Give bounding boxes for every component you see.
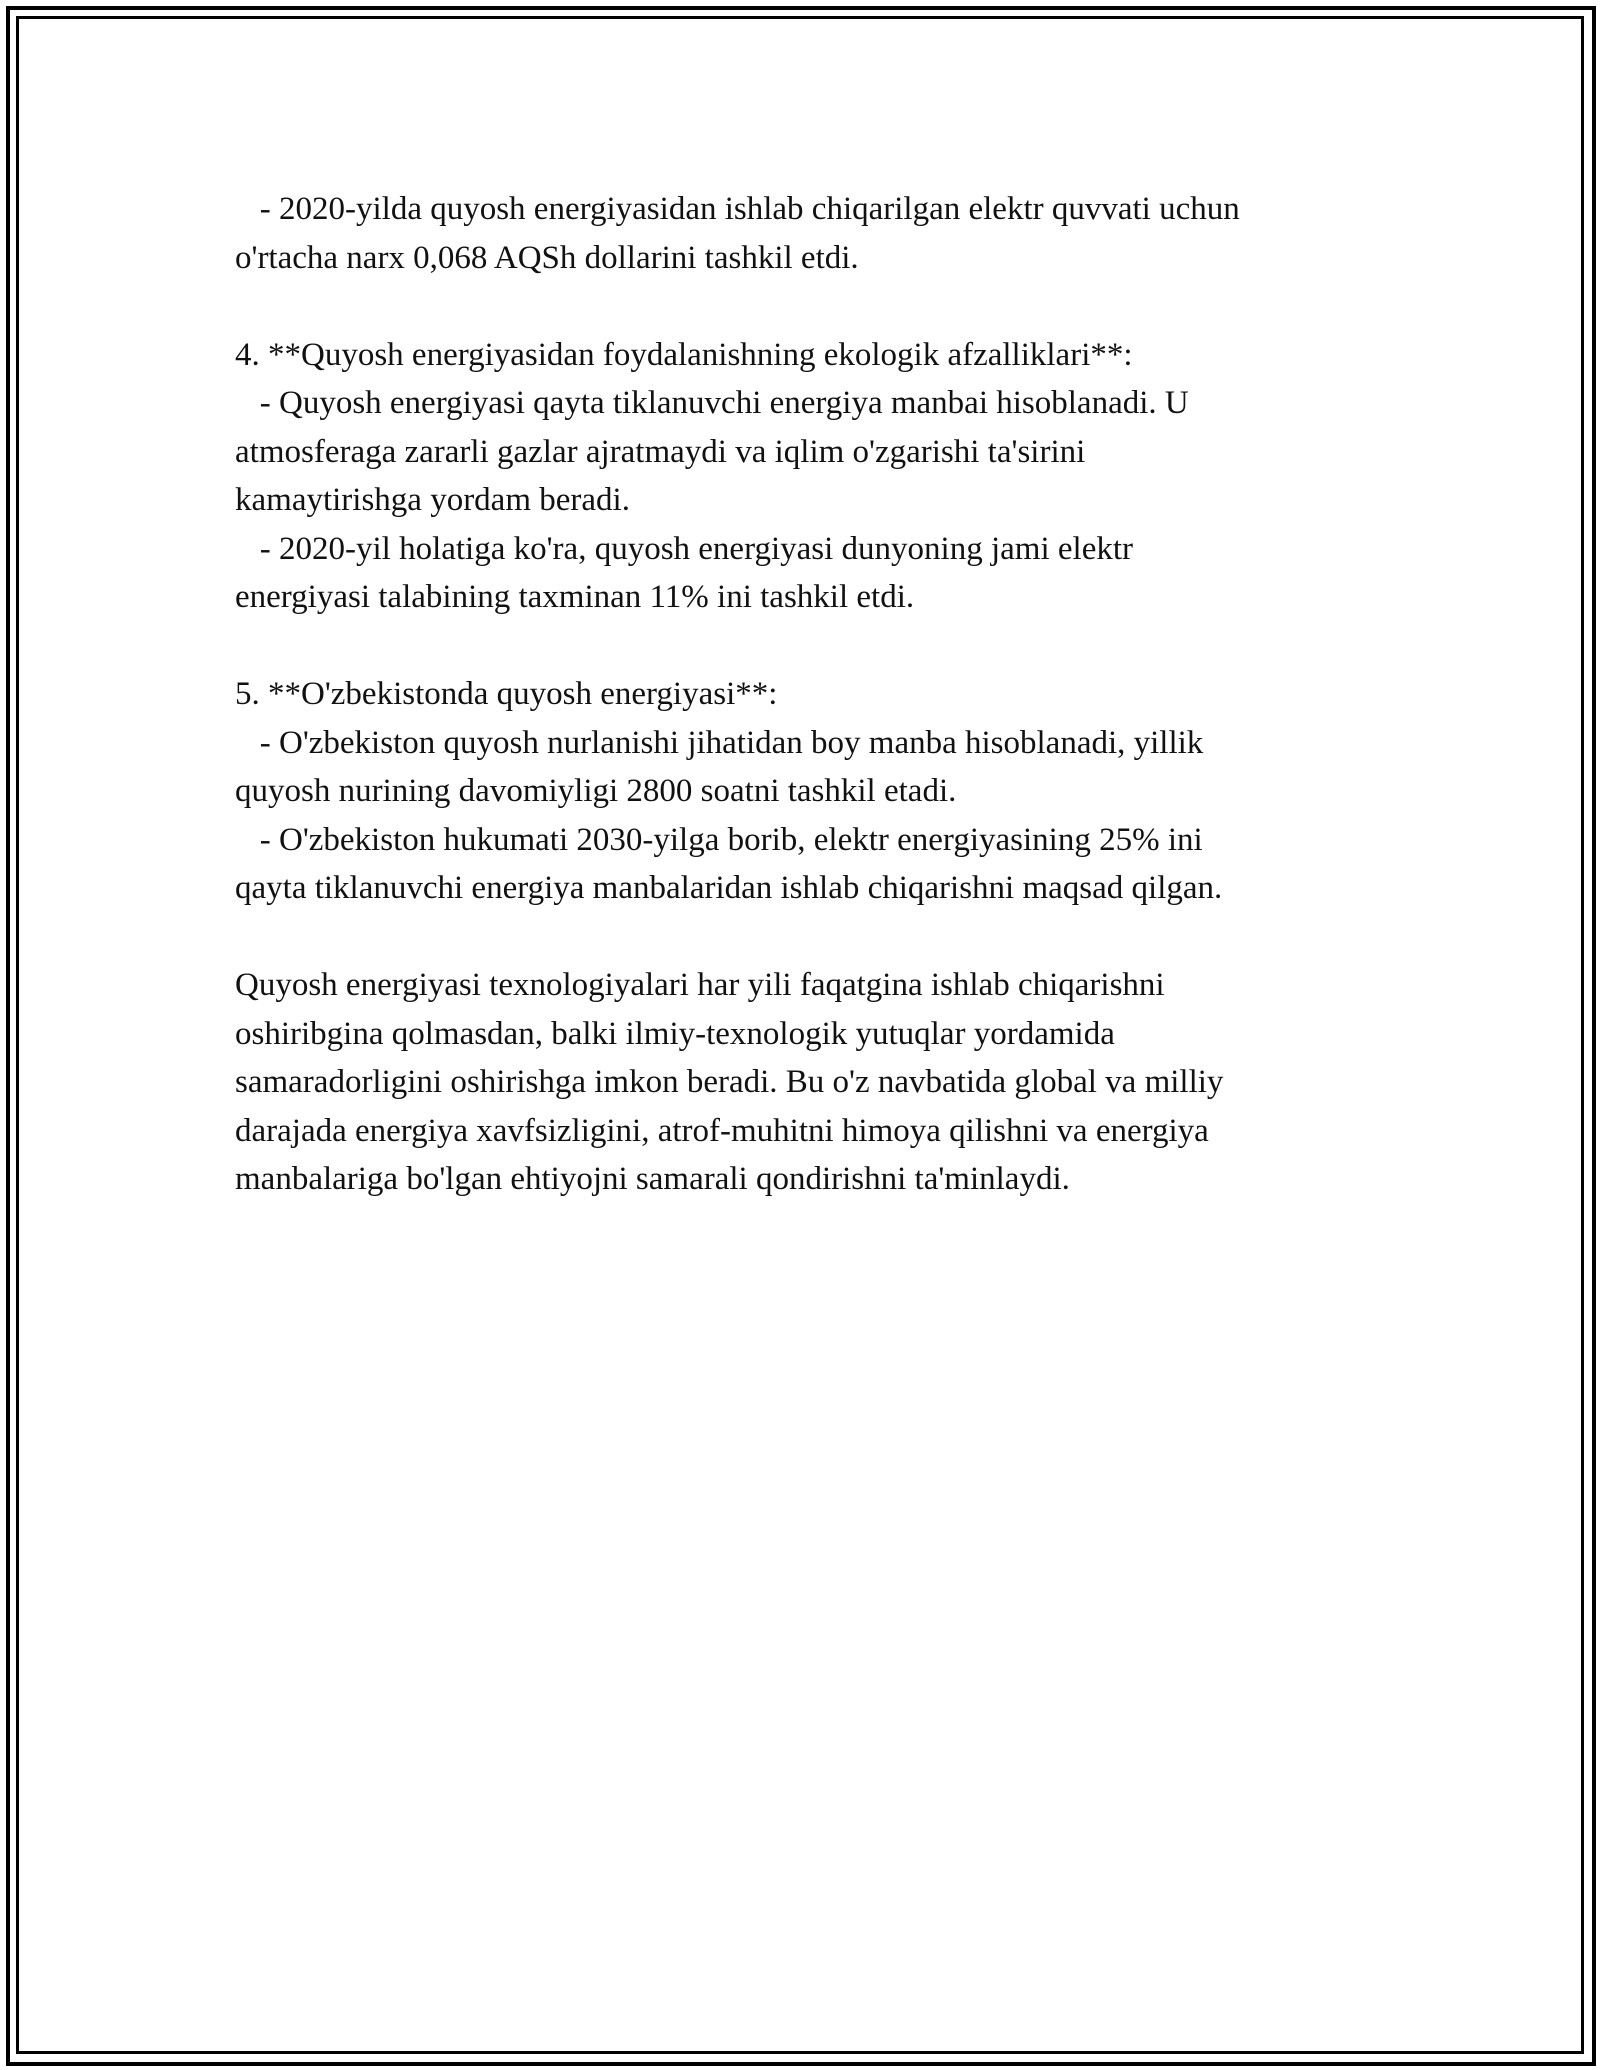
- text-line: darajada energiya xavfsizligini, atrof-muhitni himoya qilishni va energiya: [235, 1112, 1209, 1149]
- section-heading: 4. **Quyosh energiyasidan foydalanishning ekologik afzalliklari**:: [235, 336, 1133, 373]
- text-line: - O'zbekiston hukumati 2030-yilga borib, elektr energiyasining 25% ini: [235, 821, 1203, 858]
- section-heading: 5. **O'zbekistonda quyosh energiyasi**:: [235, 676, 778, 712]
- text-line: - Quyosh energiyasi qayta tiklanuvchi energiya manbai hisoblanadi. U: [235, 385, 1189, 421]
- paragraph-gap: [235, 913, 1385, 962]
- text-line: - O'zbekiston quyosh nurlanishi jihatidan boy manba hisoblanadi, yillik: [235, 724, 1204, 761]
- document-body: [235, 185, 1385, 1204]
- text-line: energiyasi talabining taxminan 11% ini tashkil etdi.: [235, 579, 915, 615]
- text-line: Quyosh energiyasi texnologiyalari har yili faqatgina ishlab chiqarishni: [235, 967, 1165, 1003]
- text-line: - 2020-yil holatiga ko'ra, quyosh energiyasi dunyoning jami elektr: [235, 530, 1133, 567]
- text-line: quyosh nurining davomiyligi 2800 soatni tashkil etadi.: [235, 773, 957, 809]
- text-line: o'rtacha narx 0,068 AQSh dollarini tashkil etdi.: [235, 239, 859, 276]
- paragraph-gap: [235, 622, 1385, 671]
- paragraph-gap: [235, 282, 1385, 331]
- text-line: - 2020-yilda quyosh energiyasidan ishlab chiqarilgan elektr quvvati uchun: [235, 191, 1240, 227]
- text-line: atmosferaga zararli gazlar ajratmaydi va iqlim o'zgarishi ta'sirini: [235, 433, 1086, 470]
- text-line: oshiribgina qolmasdan, balki ilmiy-texnologik yutuqlar yordamida: [235, 1015, 1115, 1052]
- text-line: kamaytirishga yordam beradi.: [235, 482, 630, 518]
- text-line: qayta tiklanuvchi energiya manbalaridan ishlab chiqarishni maqsad qilgan.: [235, 870, 1223, 906]
- text-line: samaradorligini oshirishga imkon beradi. Bu o'z navbatida global va milliy: [235, 1064, 1224, 1100]
- text-line: manbalariga bo'lgan ehtiyojni samarali qondirishni ta'minlaydi.: [235, 1161, 1070, 1197]
